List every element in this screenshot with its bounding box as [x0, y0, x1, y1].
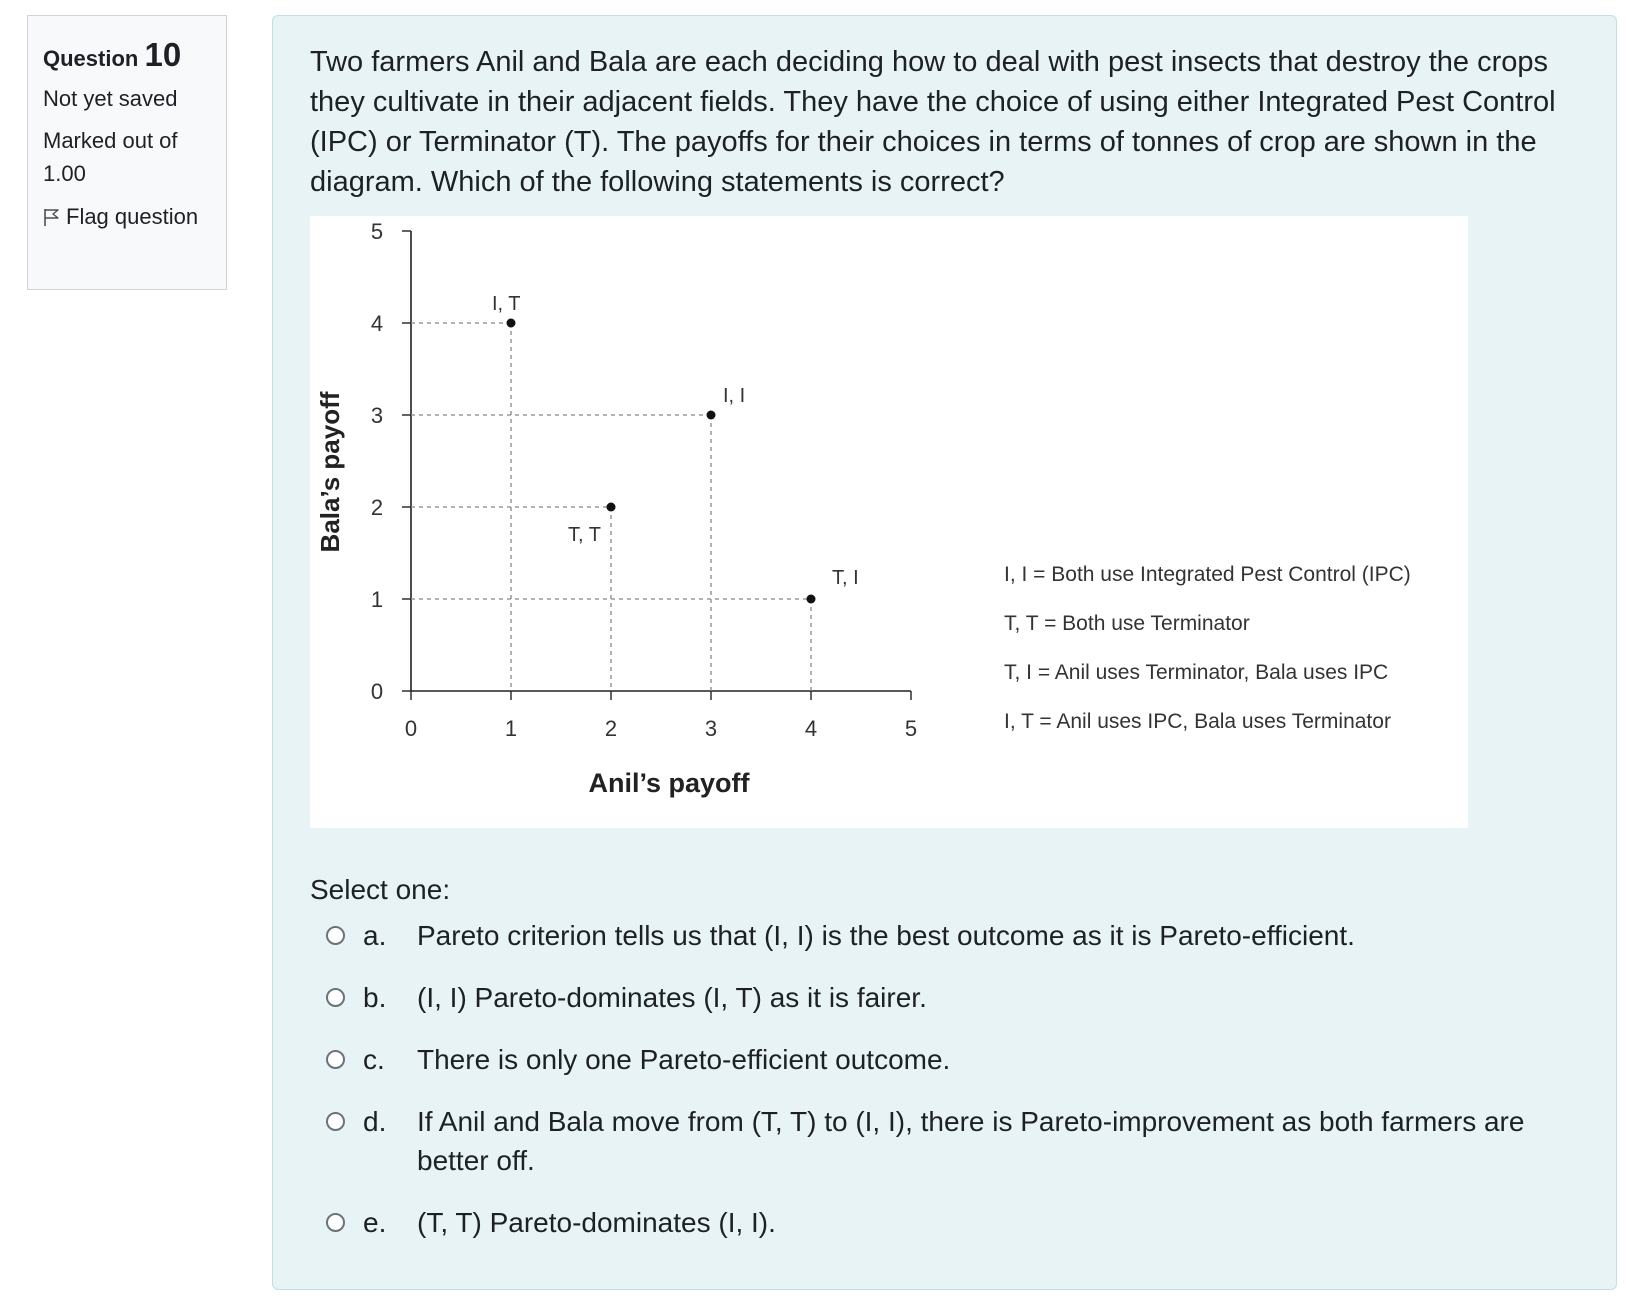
- answer-text: If Anil and Bala move from (T, T) to (I, I), there is Pareto-improvement as both farmers are better off.: [417, 1106, 1525, 1176]
- y-tick-label: 2: [370, 495, 384, 520]
- payoff-diagram: [310, 216, 1468, 828]
- y-tick-label: 3: [370, 403, 384, 428]
- question-state: Not yet saved: [43, 86, 178, 111]
- answer-option-c[interactable]: [326, 1040, 1580, 1079]
- legend-entry: T, T = Both use Terminator: [1004, 612, 1250, 635]
- data-point-label: I, T: [492, 293, 521, 315]
- question-content: [272, 15, 1617, 1290]
- answer-option-d[interactable]: [326, 1102, 1580, 1180]
- select-one-prompt: Select one:: [310, 874, 451, 905]
- flag-icon: [43, 208, 60, 227]
- answer-letter: a.: [363, 920, 387, 951]
- answer-options: [310, 916, 1580, 1242]
- question-number: [43, 36, 211, 74]
- answer-option-b[interactable]: [326, 978, 1580, 1017]
- answer-letter: d.: [363, 1106, 387, 1137]
- y-tick-label: 0: [370, 679, 384, 704]
- flag-question-label: Flag question: [66, 204, 199, 229]
- question-grade: Marked out of 1.00: [43, 128, 178, 186]
- data-point: [607, 503, 616, 512]
- x-tick-label: 0: [404, 716, 418, 741]
- x-axis-label: Anil’s payoff: [588, 768, 750, 798]
- data-point-label: I, I: [723, 385, 746, 407]
- radio-button[interactable]: [326, 988, 345, 1007]
- data-point: [807, 595, 816, 604]
- x-tick-label: 3: [704, 716, 718, 741]
- data-point-label: T, T: [568, 524, 601, 546]
- question-number-value: 10: [144, 36, 182, 73]
- answer-text: Pareto criterion tells us that (I, I) is the best outcome as it is Pareto-efficient.: [417, 920, 1355, 951]
- y-tick-label: 1: [370, 587, 384, 612]
- data-point: [507, 319, 516, 328]
- radio-button[interactable]: [326, 1050, 345, 1069]
- data-point: [707, 411, 716, 420]
- x-tick-label: 4: [804, 716, 818, 741]
- question-info-panel: [27, 15, 227, 290]
- answer-letter: c.: [363, 1044, 385, 1075]
- question-text: Two farmers Anil and Bala are each deciding how to deal with pest insects that destroy the crops they cultivate in their adjacent fields. They have the choice of using either Integrated Pest Control (IPC) or Terminator (T). The payoffs for their choices in terms of tonnes of crop are shown in the diagram. Which of the following statements is correct?: [310, 46, 1556, 198]
- legend-entry: I, T = Anil uses IPC, Bala uses Terminator: [1004, 710, 1391, 733]
- question-label: Question: [43, 46, 139, 71]
- answer-option-e[interactable]: [326, 1203, 1580, 1242]
- answer-text: (T, T) Pareto-dominates (I, I).: [417, 1207, 776, 1238]
- answer-letter: e.: [363, 1207, 387, 1238]
- answer-option-a[interactable]: [326, 916, 1580, 955]
- x-tick-label: 2: [604, 716, 618, 741]
- flag-question-link[interactable]: [43, 200, 211, 233]
- y-axis-label: Bala’s payoff: [315, 391, 345, 553]
- data-point-label: T, I: [832, 567, 859, 589]
- payoff-chart: [310, 216, 1468, 828]
- radio-button[interactable]: [326, 1112, 345, 1131]
- legend-entry: I, I = Both use Integrated Pest Control (IPC): [1004, 563, 1411, 586]
- radio-button[interactable]: [326, 926, 345, 945]
- answer-text: There is only one Pareto-efficient outcome.: [417, 1044, 951, 1075]
- y-tick-label: 5: [370, 219, 384, 244]
- x-tick-label: 1: [504, 716, 518, 741]
- answer-text: (I, I) Pareto-dominates (I, T) as it is fairer.: [417, 982, 927, 1013]
- answer-letter: b.: [363, 982, 387, 1013]
- y-tick-label: 4: [370, 311, 384, 336]
- x-tick-label: 5: [904, 716, 918, 741]
- radio-button[interactable]: [326, 1213, 345, 1232]
- legend-entry: T, I = Anil uses Terminator, Bala uses IPC: [1004, 661, 1389, 684]
